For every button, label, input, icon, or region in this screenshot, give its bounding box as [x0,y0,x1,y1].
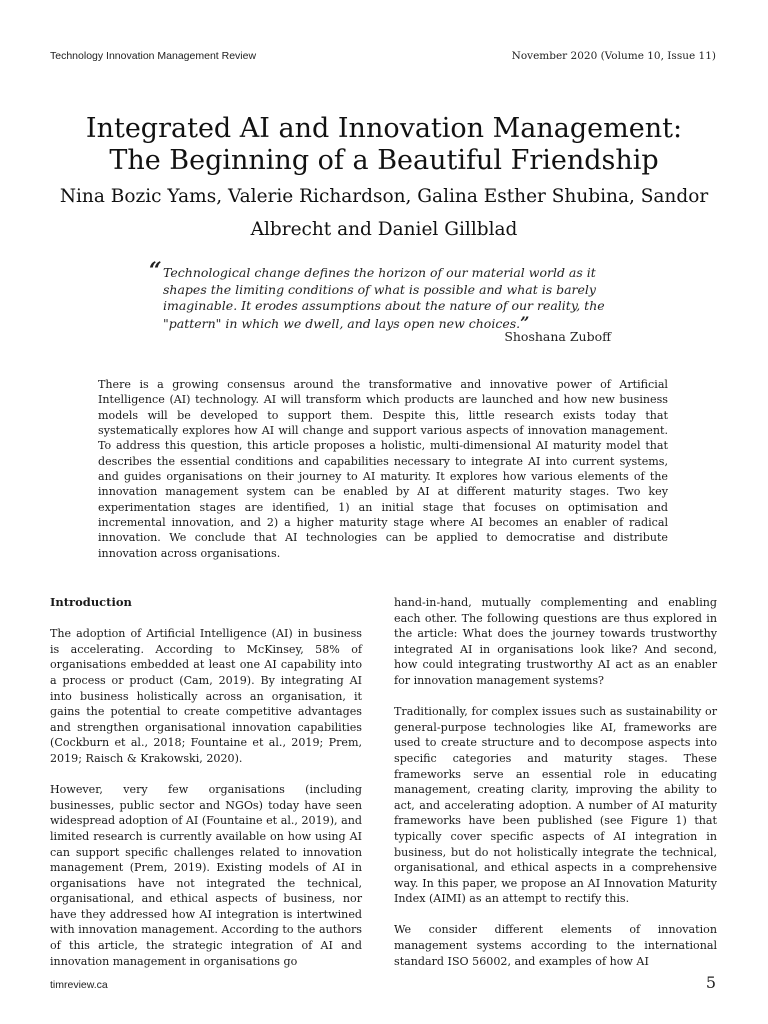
close-quote-icon: ” [520,312,530,332]
quote-attribution: Shoshana Zuboff [504,329,611,344]
journal-name: Technology Innovation Management Review [50,50,257,62]
body-paragraph: The adoption of Artificial Intelligence (AI) in business is accelerating. According to McKinsey, 58% of organisations embedded at least one AI capability into a process or product (Cam, 2019). By integrating AI into business holistically across an organisation, it gains the potential to create competitive advantages and strengthen organisational innovation capabilities (Cockburn et al., 2018; Fountaine et al., 2019; Prem, 2019; Raisch & Krakowski, 2020). [50,627,362,765]
article-title [40,113,728,177]
body-paragraph: We consider different elements of innovation management systems according to the international standard ISO 56002, and examples of how AI [394,923,717,968]
abstract: There is a growing consensus around the transformative and innovative power of Artificial Intelligence (AI) technology. AI will transform which products are launched and how new business models will be developed to support them. Despite this, little research exists today that systematically explores how AI will change and support various aspects of innovation management. To address this question, this article proposes a holistic, multi-dimensional AI maturity model that describes the essential conditions and capabilities necessary to integrate AI into current systems, and guides organisations on their journey to AI maturity. It explores how various elements of the innovation management system can be enabled by AI at different maturity stages. Two key experimentation stages are identified, 1) an initial stage that focuses on optimisation and incremental innovation, and 2) a higher maturity stage where AI becomes an enabler of radical innovation. We conclude that AI technologies can be applied to democratise and distribute innovation across organisations. [98,378,668,560]
section-heading-introduction: Introduction [50,595,132,609]
title-line-1: Integrated AI and Innovation Management: [85,113,683,144]
body-column-right [394,595,717,985]
title-line-2: The Beginning of a Beautiful Friendship [109,145,659,176]
body-column-left [50,595,362,985]
issue-info: November 2020 (Volume 10, Issue 11) [511,50,716,62]
body-paragraph: hand-in-hand, mutually complementing and enabling each other. The following questions are thus explored in the article: What does the journey towards trustworthy integrated AI in organisations look like? And second, how could integrating trustworthy AI act as an enabler for innovation management systems? [394,596,717,687]
article-authors: Nina Bozic Yams, Valerie Richardson, Galina Esther Shubina, Sandor Albrecht and Daniel Gillblad [59,186,709,240]
epigraph-quote [163,265,611,332]
footer-site-link[interactable]: timreview.ca [50,979,108,991]
body-paragraph: Traditionally, for complex issues such as sustainability or general-purpose technologies like AI, frameworks are used to create structure and to decompose aspects into specific categories and maturity stages. These frameworks serve an essential role in educating management, creating clarity, improving the ability to act, and accelerating adoption. A number of AI maturity frameworks have been published (see Figure 1) that typically cover specific aspects of AI integration in business, but do not holistically integrate the technical, organisational, and ethical aspects in a comprehensive way. In this paper, we propose an AI Innovation Maturity Index (AIMI) as an attempt to rectify this. [394,705,717,906]
body-paragraph: However, very few organisations (including businesses, public sector and NGOs) today have seen widespread adoption of AI (Fountaine et al., 2019), and limited research is currently available on how using AI can support specific challenges related to innovation management (Prem, 2019). Existing models of AI in organisations have not integrated the technical, organisational, and ethical aspects of business, nor have they addressed how AI integration is intertwined with innovation management. According to the authors of this article, the strategic integration of AI and innovation management in organisations go [50,783,362,968]
open-quote-icon: “ [149,258,162,284]
page-number: 5 [705,973,716,992]
quote-text: Technological change defines the horizon of our material world as it shapes the limiting conditions of what is possible and what is barely imaginable. It erodes assumptions about the nature of our reality, the "pattern" in which we dwell, and lays open new choices. [163,265,605,331]
